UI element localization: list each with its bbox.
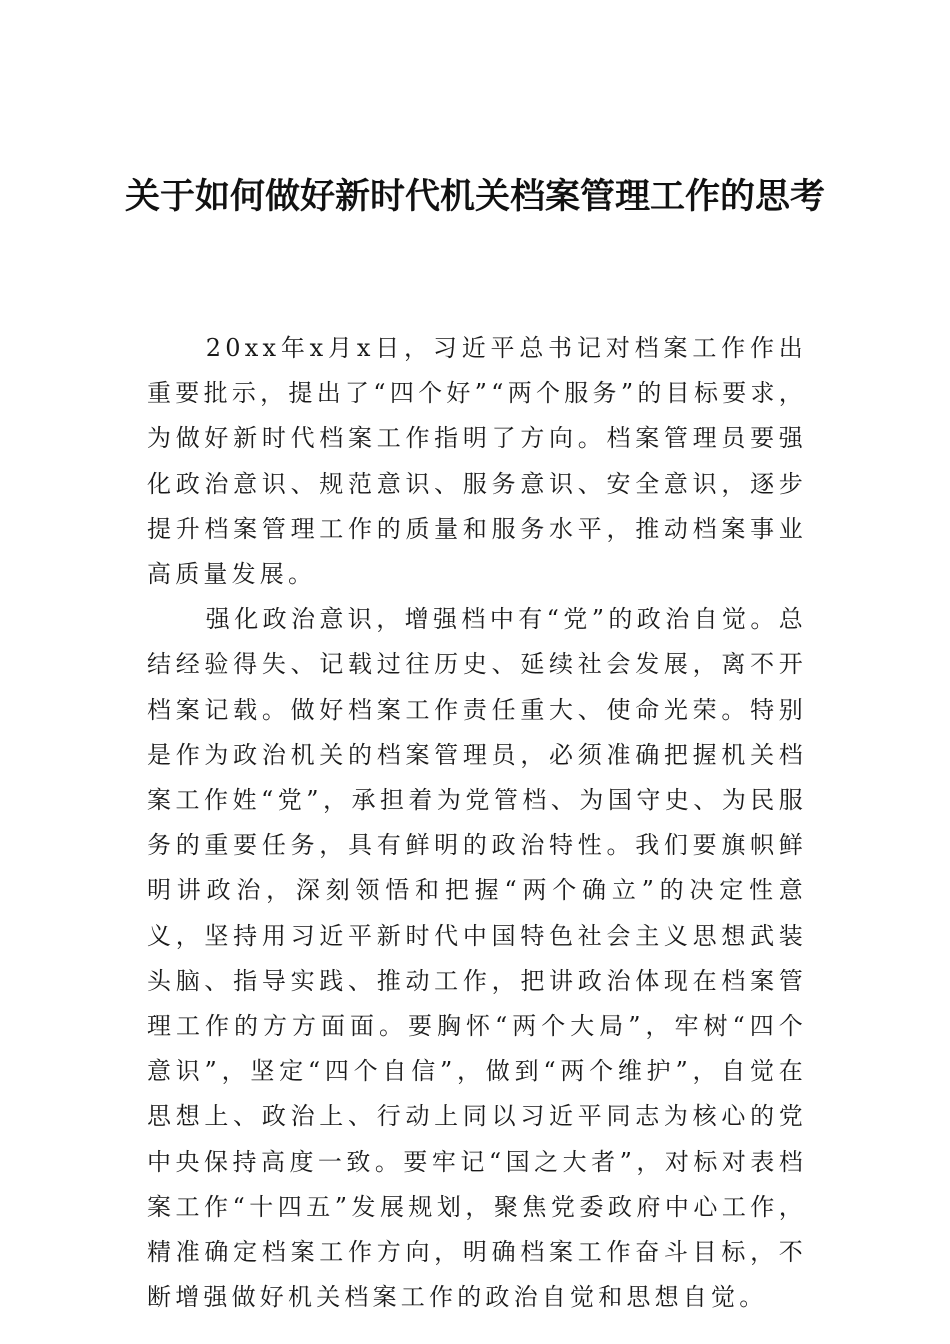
document-title: 关于如何做好新时代机关档案管理工作的思考 xyxy=(124,176,825,217)
paragraph-2: 强化政治意识，增强档中有“党”的政治自觉。总结经验得失、记载过往历史、延续社会发展，离不开档案记载。做好档案工作责任重大、使命光荣。特别是作为政治机关的档案管理员，必须准确把握机关档案工作姓“党”，承担着为党管档、为国守史、为民服务的重要任务，具有鲜明的政治特性。我们要旗帜鲜明讲政治，深刻领悟和把握“两个确立”的决定性意义，坚持用习近平新时代中国特色社会主义思想武装头脑、指导实践、推动工作，把讲政治体现在档案管理工作的方方面面。要胸怀“两个大局”，牢树“四个意识”，坚定“四个自信”，做到“两个维护”，自觉在思想上、政治上、行动上同以习近平同志为核心的党中央保持高度一致。要牢记“国之大者”，对标对表档案工作“十四五”发展规划，聚焦党委政府中心工作，精准确定档案工作方向，明确档案工作奋斗目标，不断增强做好机关档案工作的政治自觉和思想自觉。 xyxy=(147,605,807,1312)
document-body xyxy=(147,326,807,1320)
paragraph-1: 20xx年x月x日，习近平总书记对档案工作作出重要批示，提出了“四个好”“两个服务”的目标要求，为做好新时代档案工作指明了方向。档案管理员要强化政治意识、规范意识、服务意识、安全意识，逐步提升档案管理工作的质量和服务水平，推动档案事业高质量发展。 xyxy=(147,334,807,589)
